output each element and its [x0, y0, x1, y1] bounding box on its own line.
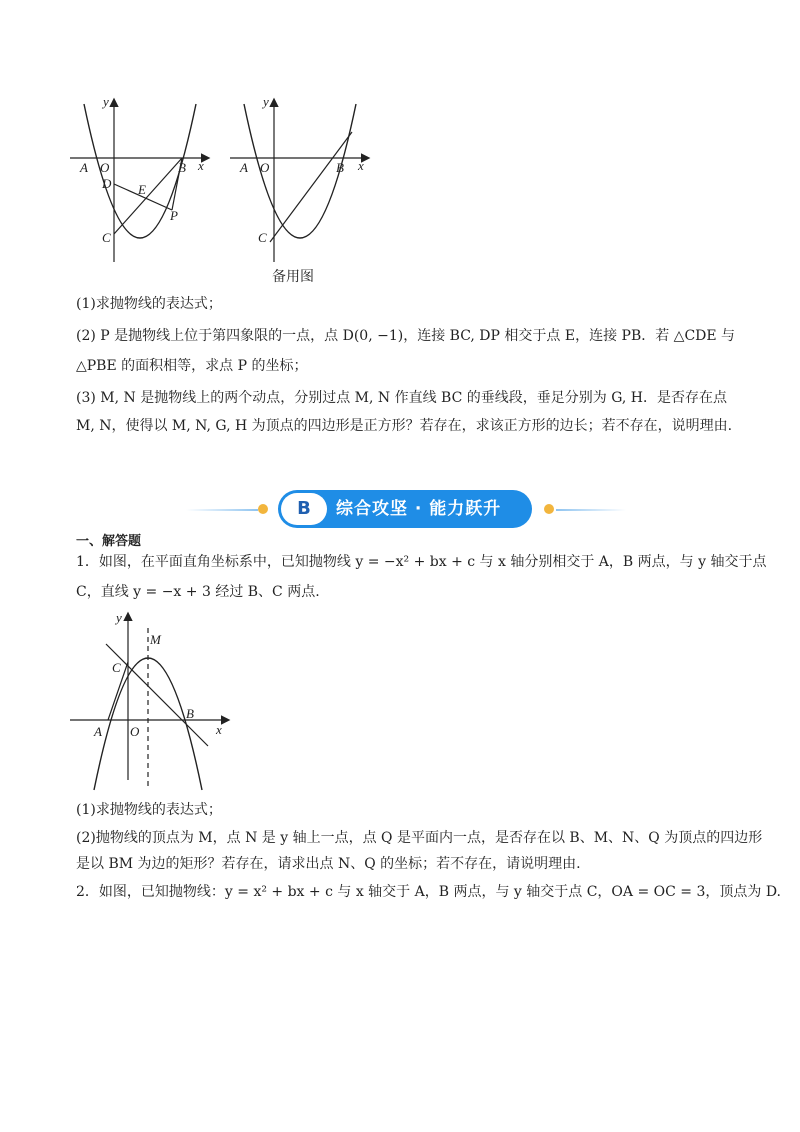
label-x: x [358, 158, 364, 173]
label-c: C [112, 660, 121, 675]
prev-q2-line1: (2) P 是抛物线上位于第四象限的一点，点 D(0, −1)，连接 BC, DP 相交于点 E，连接 PB．若 △CDE 与 [76, 328, 736, 344]
p1-line1: 1．如图，在平面直角坐标系中，已知抛物线 y = −x² + bx + c 与 x 轴分别相交于 A，B 两点，与 y 轴交于点 [76, 554, 767, 570]
line-bc [106, 644, 208, 746]
line-bc [270, 132, 352, 242]
p2-line1: 2．如图，已知抛物线：y = x² + bx + c 与 x 轴交于 A，B 两点，与 y 轴交于点 C，OA = OC = 3，顶点为 D. [76, 884, 782, 900]
label-x: x [198, 158, 204, 173]
label-y: y [103, 94, 109, 109]
label-b: B [336, 160, 344, 175]
banner-left-dot [258, 504, 268, 514]
banner-right-line [556, 509, 626, 511]
label-c: C [102, 230, 111, 245]
banner-title: 综合攻坚 · 能力跃升 [336, 499, 502, 519]
banner-pill [278, 490, 532, 528]
label-x: x [216, 722, 222, 737]
label-o: O [130, 724, 140, 739]
section-banner [186, 488, 626, 532]
label-d: D [102, 176, 112, 191]
label-m: M [150, 632, 161, 647]
label-y: y [116, 610, 122, 625]
p1-line2: C，直线 y = −x + 3 经过 B、C 两点. [76, 584, 320, 600]
banner-badge: B [281, 493, 327, 525]
p1-q2-line1: (2)抛物线的顶点为 M，点 N 是 y 轴上一点，点 Q 是平面内一点，是否存在以 B、M、N、Q 为顶点的四边形 [76, 830, 763, 846]
label-a: A [80, 160, 88, 175]
figure-3 [66, 606, 236, 796]
label-b: B [178, 160, 186, 175]
label-c: C [258, 230, 267, 245]
banner-left-line [186, 509, 258, 511]
prev-q2-line2: △PBE 的面积相等，求点 P 的坐标； [76, 358, 308, 374]
p1-q2-line2: 是以 BM 为边的矩形？若存在，请求出点 N、Q 的坐标；若不存在，请说明理由. [76, 856, 581, 872]
label-o: O [100, 160, 110, 175]
banner-right-dot [544, 504, 554, 514]
prev-q1: (1)求抛物线的表达式； [76, 296, 222, 312]
prev-q3-line1: (3) M, N 是抛物线上的两个动点，分别过点 M, N 作直线 BC 的垂线段，垂足分别为 G, H．是否存在点 [76, 390, 728, 406]
label-a: A [240, 160, 248, 175]
label-b: B [186, 706, 194, 721]
figure-2 [226, 92, 376, 272]
label-e: E [138, 182, 146, 197]
prev-q3-line2: M, N，使得以 M, N, G, H 为顶点的四边形是正方形？若存在，求该正方形的边长；若不存在，说明理由. [76, 418, 733, 434]
section-title: 一、解答题 [76, 534, 142, 549]
label-o: O [260, 160, 270, 175]
p1-q1: (1)求抛物线的表达式； [76, 802, 222, 818]
label-p: P [170, 208, 178, 223]
figure-1 [66, 92, 216, 272]
figure-2-caption: 备用图 [272, 269, 314, 285]
label-a: A [94, 724, 102, 739]
label-y: y [263, 94, 269, 109]
